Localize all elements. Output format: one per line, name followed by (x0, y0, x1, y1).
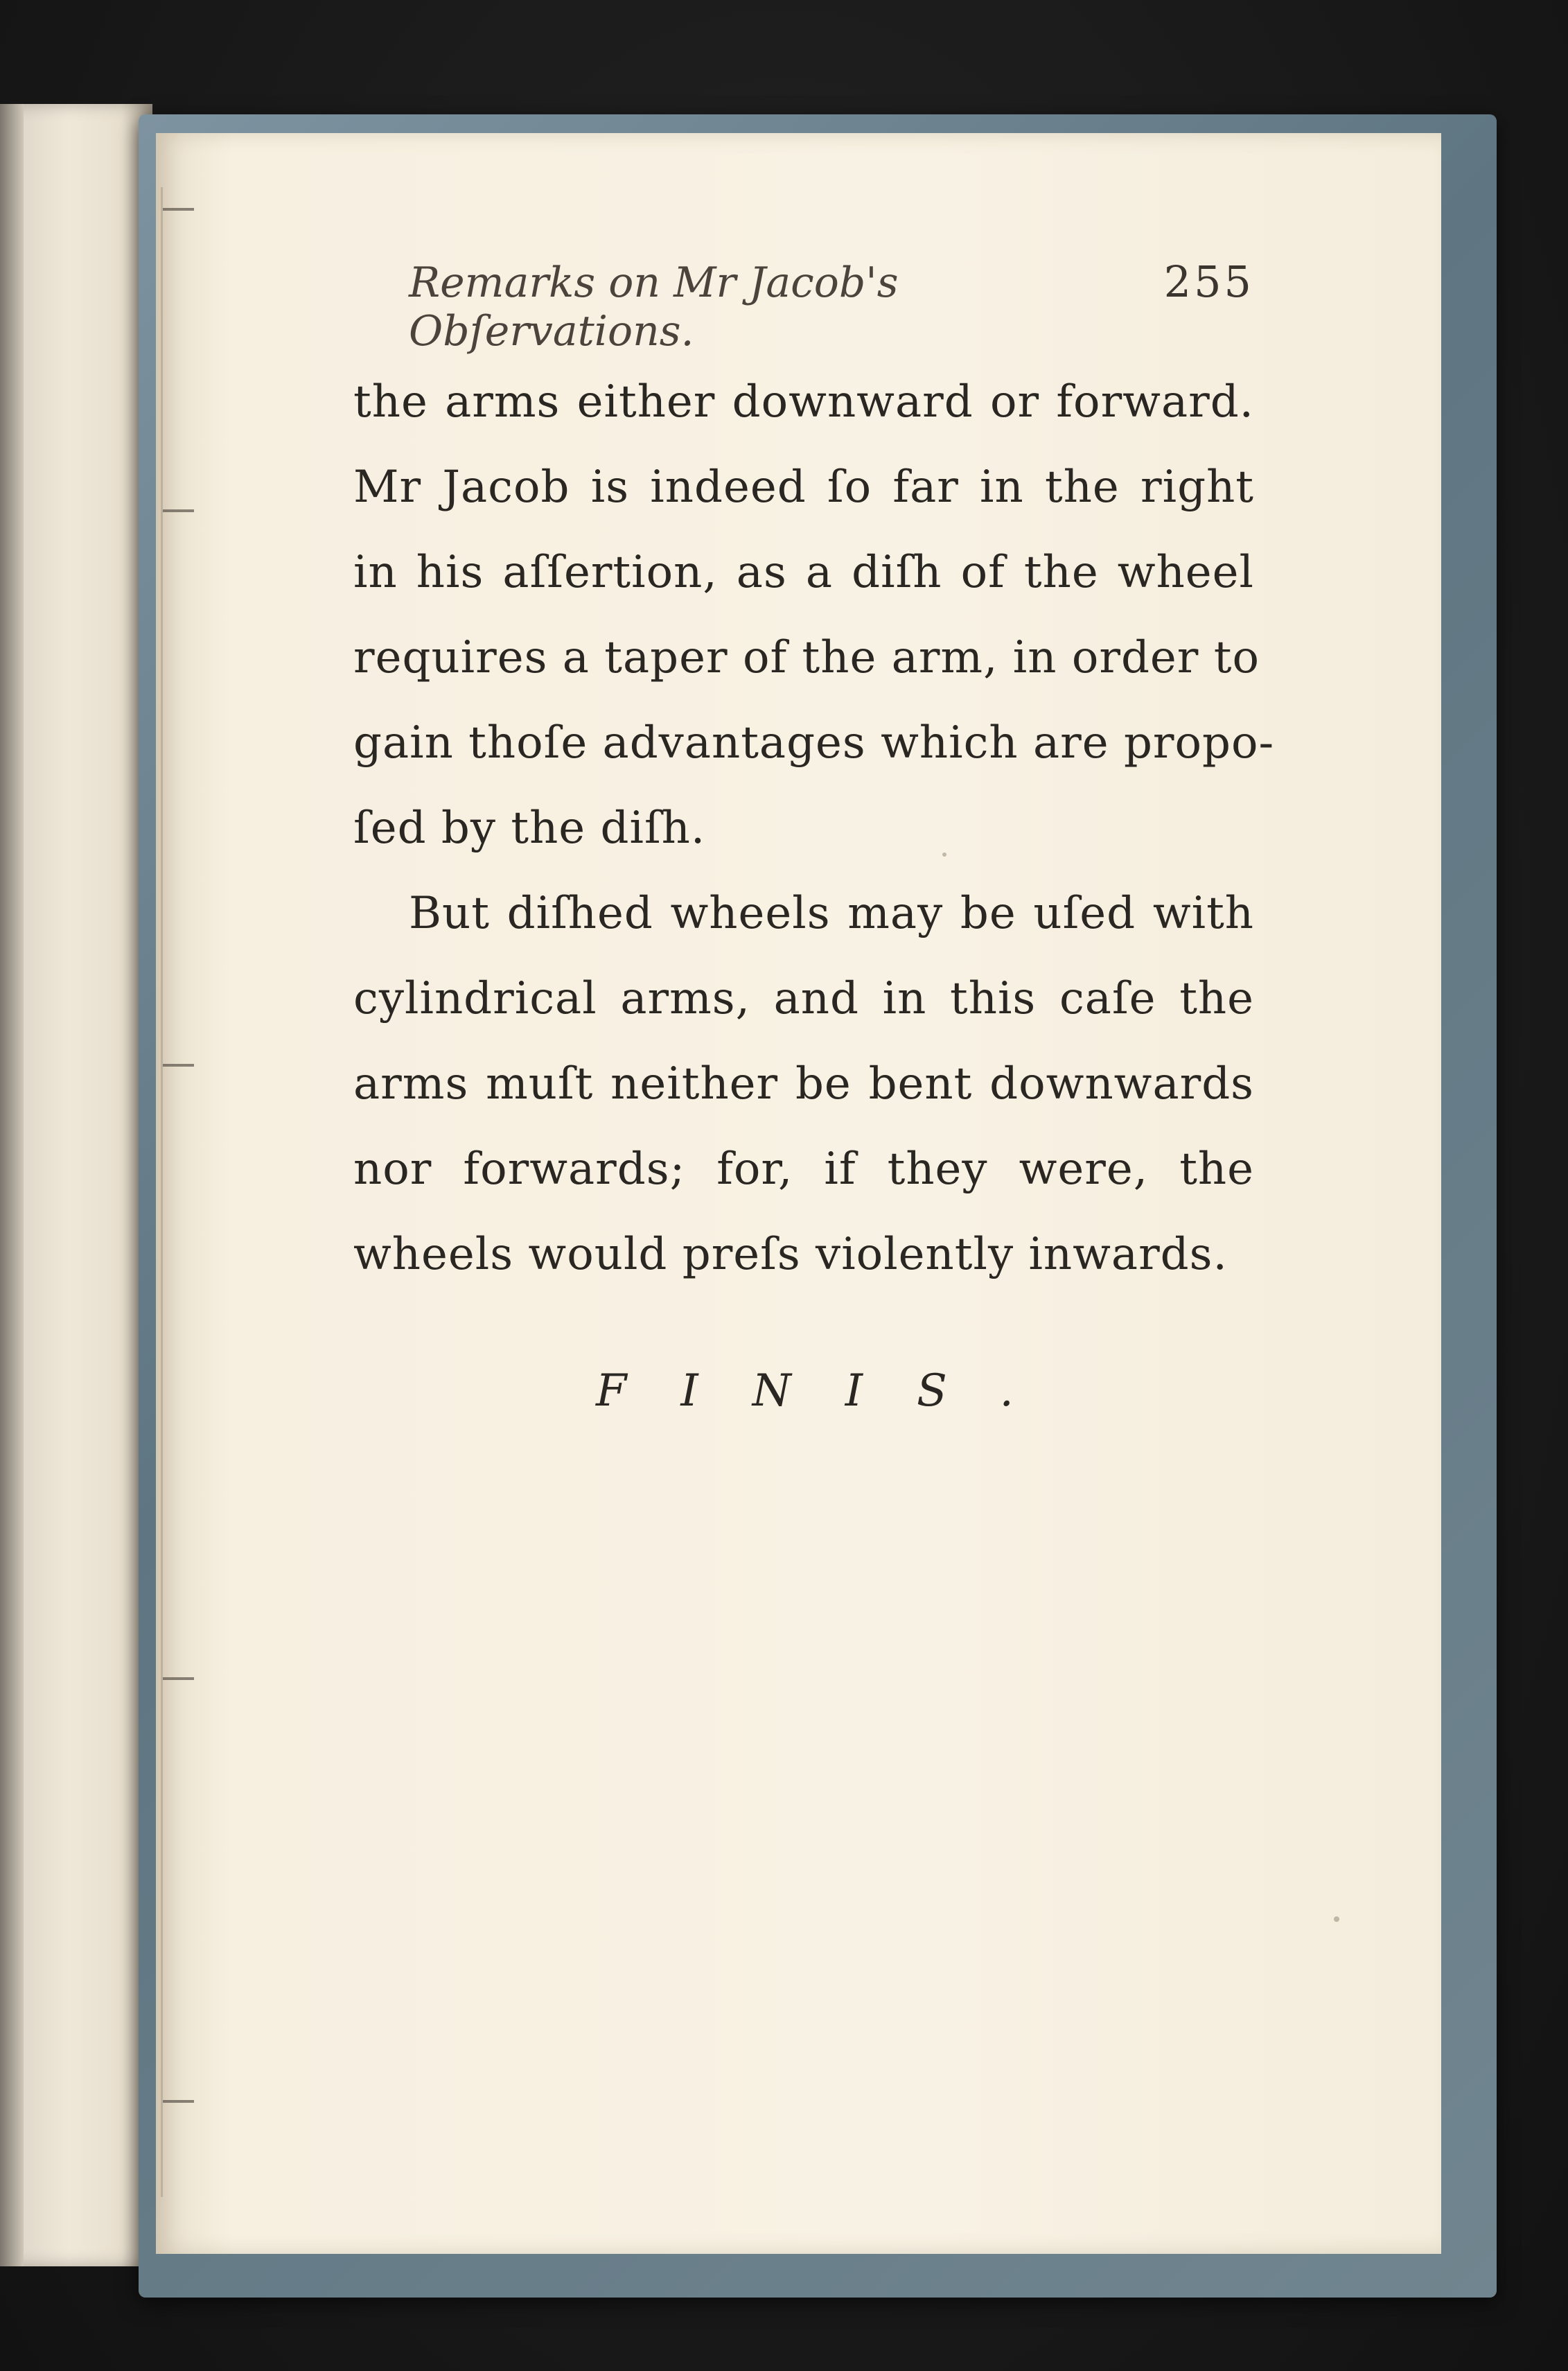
text-line: arms muſt neither be bent downwards (353, 1058, 1254, 1110)
text-line: in his aſſertion, as a diſh of the wheel (353, 547, 1254, 598)
text-line: nor forwards; for, if they were, the (353, 1144, 1254, 1195)
stitch-mark (163, 208, 194, 211)
text-line: cylindrical arms, and in this caſe the (353, 973, 1254, 1024)
stitch-mark (163, 509, 194, 512)
paragraph-2 (353, 871, 1254, 1297)
gutter-stitching (161, 187, 163, 2197)
text-line: But diſhed wheels may be uſed with (409, 888, 1254, 939)
text-line: the arms either downward or forward. (353, 376, 1254, 428)
stitch-mark (163, 1064, 194, 1067)
page-number: 255 (1163, 256, 1254, 307)
running-head-title: Remarks on Mr Jacob's Obſervations. (409, 259, 899, 356)
paper-speck (1334, 1916, 1339, 1922)
text-line: Mr Jacob is indeed ſo far in the right (353, 462, 1254, 513)
text-line: ſed by the diſh. (353, 803, 706, 854)
paragraph-1 (353, 360, 1275, 871)
finis-text: FINIS. (596, 1365, 1068, 1417)
running-head (409, 256, 1254, 356)
text-line: wheels would preſs violently inwards. (353, 1229, 1228, 1280)
stitch-mark (163, 2100, 194, 2103)
text-line: requires a taper of the arm, in order to (353, 632, 1260, 683)
stitch-mark (163, 1677, 194, 1680)
text-line: gain thoſe advantages which are propo- (353, 717, 1275, 769)
facing-page-edge (0, 104, 24, 2266)
page-text (353, 256, 1275, 1297)
